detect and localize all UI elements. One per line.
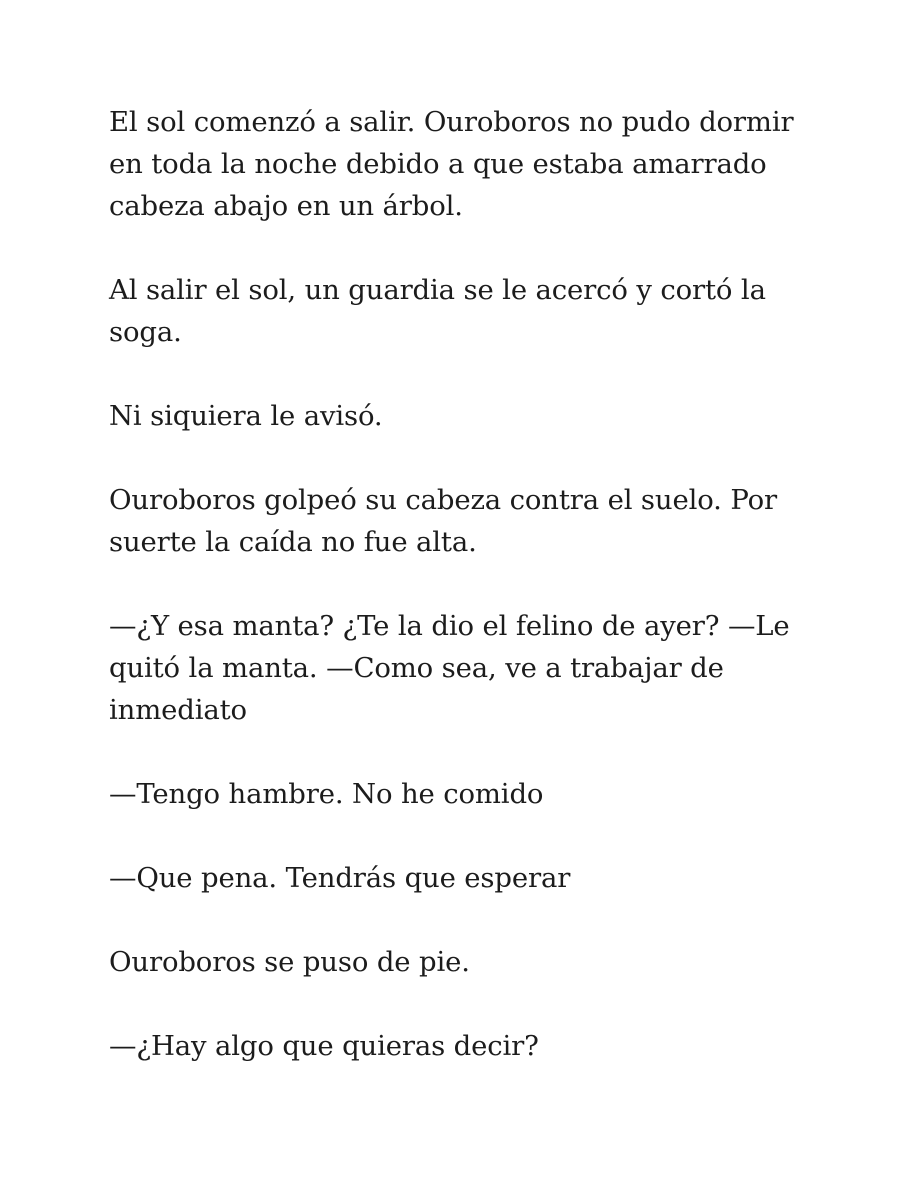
paragraph-6: —Tengo hambre. No he comido — [109, 778, 544, 810]
paragraph-2: Al salir el sol, un guardia se le acercó y cortó la soga. — [109, 274, 766, 348]
paragraph-5: —¿Y esa manta? ¿Te la dio el felino de ayer? —Le quitó la manta. —Como sea, ve a trabajar de inmediato — [109, 610, 790, 726]
paragraph-9: —¿Hay algo que quieras decir? — [109, 1030, 539, 1062]
paragraph-8: Ouroboros se puso de pie. — [109, 946, 470, 978]
paragraph-3: Ni siquiera le avisó. — [109, 400, 383, 432]
paragraph-7: —Que pena. Tendrás que esperar — [109, 862, 571, 894]
paragraph-1: El sol comenzó a salir. Ouroboros no pudo dormir en toda la noche debido a que estaba amarrado cabeza abajo en un árbol. — [109, 106, 794, 222]
paragraph-4: Ouroboros golpeó su cabeza contra el suelo. Por suerte la caída no fue alta. — [109, 484, 777, 558]
